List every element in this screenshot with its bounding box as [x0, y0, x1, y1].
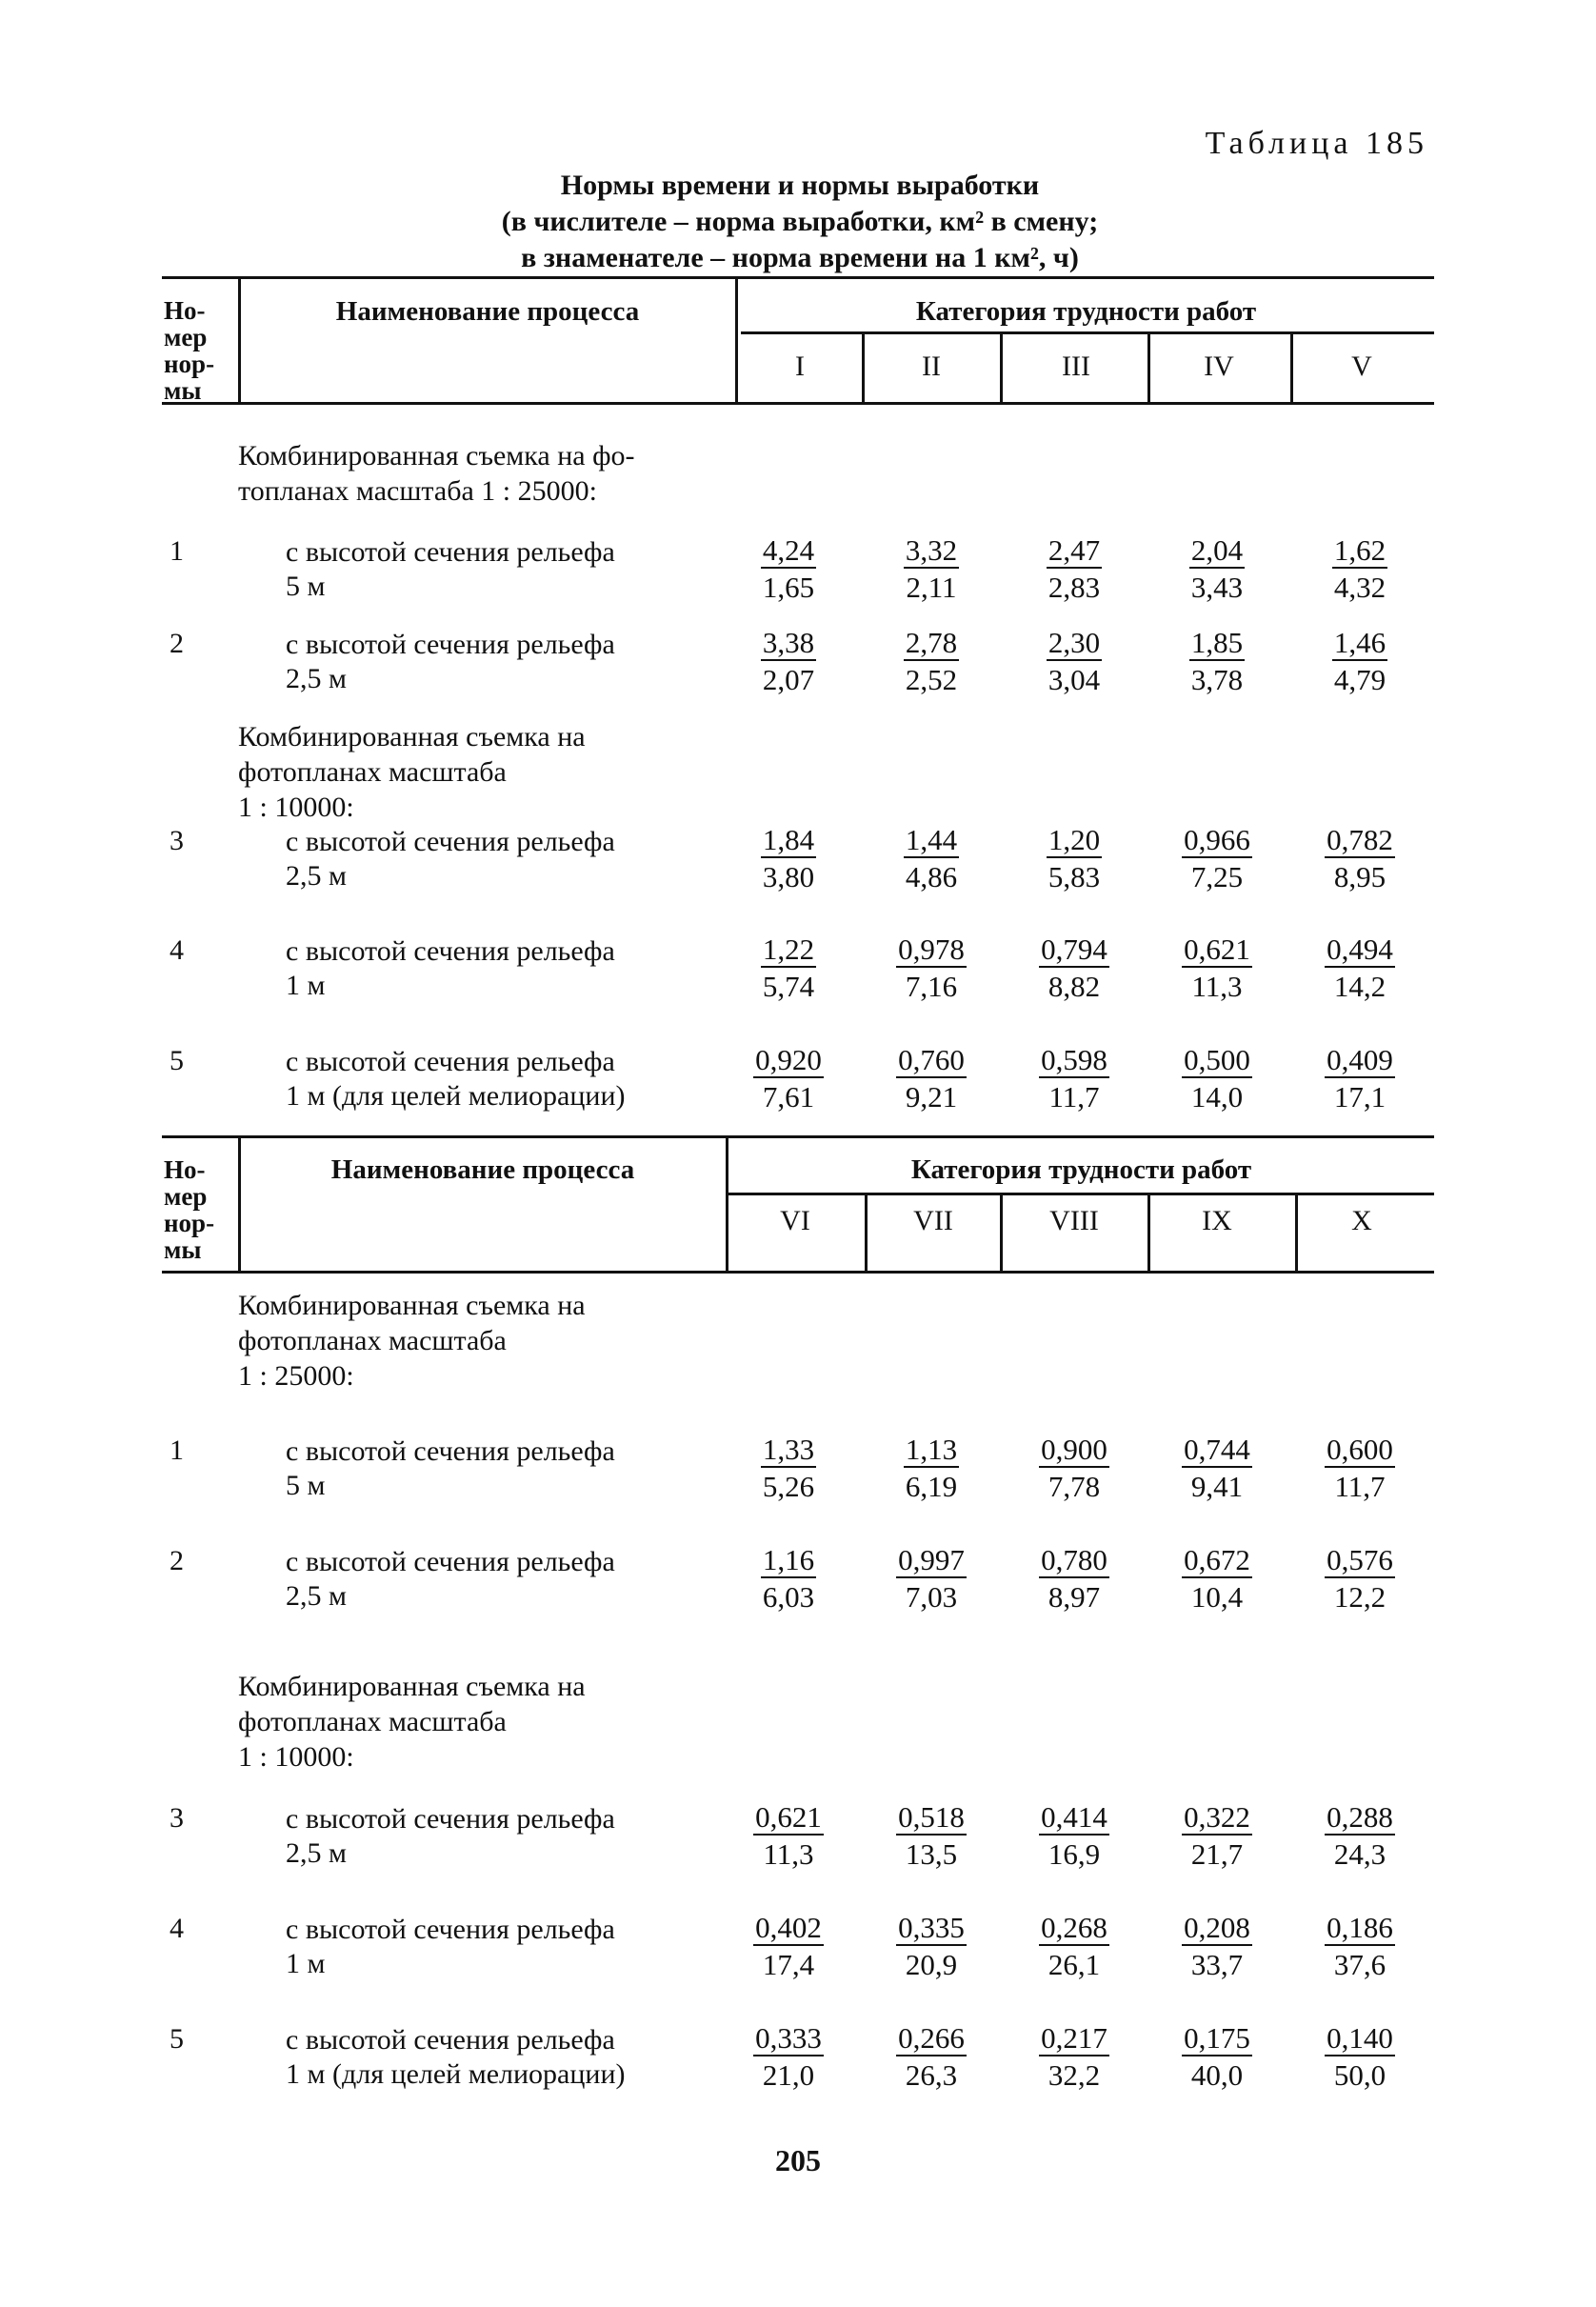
- value-cell: [1307, 1433, 1412, 1504]
- value-cell: [1022, 1043, 1127, 1114]
- time-norm: 40,0: [1190, 2058, 1244, 2092]
- time-norm: 14,0: [1190, 1080, 1244, 1113]
- time-norm: 14,2: [1333, 970, 1387, 1003]
- production-rate: 0,978: [898, 933, 965, 966]
- row-process-name: с высотой сечения рельефа 2,5 м: [286, 629, 615, 694]
- production-rate: 3,38: [762, 626, 815, 659]
- production-rate: 0,621: [1184, 933, 1250, 966]
- production-rate: 1,85: [1190, 626, 1244, 659]
- production-rate: 0,920: [755, 1043, 822, 1076]
- time-norm: 13,5: [905, 1837, 958, 1871]
- value-cell: [1165, 1800, 1269, 1872]
- value-cell: [879, 1911, 984, 1982]
- production-rate: 2,30: [1047, 626, 1101, 659]
- time-norm: 8,95: [1333, 860, 1387, 893]
- time-norm: 7,03: [905, 1580, 958, 1614]
- process-column-header: Наименование процесса: [330, 1154, 635, 1185]
- production-rate: 0,966: [1184, 823, 1250, 856]
- time-norm: 16,9: [1047, 1837, 1101, 1871]
- production-rate: 1,62: [1333, 533, 1387, 567]
- table-title-line3: в знаменателе – норма времени на 1 км², ч): [521, 242, 1079, 273]
- production-rate: 1,44: [905, 823, 958, 856]
- value-cell: [879, 1043, 984, 1114]
- production-rate: 0,335: [898, 1911, 965, 1944]
- time-norm: 8,82: [1047, 970, 1101, 1003]
- production-rate: 0,600: [1327, 1433, 1393, 1466]
- value-cell: [879, 2021, 984, 2093]
- row-number: 4: [170, 934, 184, 966]
- time-norm: 24,3: [1333, 1837, 1387, 1871]
- time-norm: 21,7: [1190, 1837, 1244, 1871]
- production-rate: 0,217: [1041, 2021, 1107, 2055]
- time-norm: 11,7: [1048, 1080, 1100, 1113]
- production-rate: 1,20: [1047, 823, 1101, 856]
- row-process-name: с высотой сечения рельефа 1 м (для целей мелиорации): [286, 1046, 626, 1112]
- production-rate: 0,598: [1041, 1043, 1107, 1076]
- production-rate: 0,494: [1327, 933, 1393, 966]
- number-column-header: Но- мер нор- мы: [164, 296, 215, 405]
- value-cell: [879, 1543, 984, 1615]
- value-cell: [1165, 1433, 1269, 1504]
- process-column-header: Наименование процесса: [335, 296, 640, 327]
- production-rate: 1,46: [1333, 626, 1387, 659]
- time-norm: 6,19: [905, 1470, 958, 1503]
- category-col-9: IX: [1202, 1205, 1232, 1236]
- production-rate: 2,04: [1190, 533, 1244, 567]
- production-rate: 0,322: [1184, 1800, 1250, 1834]
- production-rate: 3,32: [905, 533, 958, 567]
- production-rate: 0,518: [898, 1800, 965, 1834]
- value-cell: [1022, 823, 1127, 894]
- production-rate: 0,997: [898, 1543, 965, 1576]
- production-rate: 1,84: [762, 823, 815, 856]
- row-process-name: с высотой сечения рельефа 5 м: [286, 536, 615, 602]
- production-rate: 0,402: [755, 1911, 822, 1944]
- production-rate: 1,22: [762, 933, 815, 966]
- time-norm: 20,9: [905, 1948, 958, 1981]
- row-number: 3: [170, 825, 184, 856]
- time-norm: 3,43: [1190, 571, 1244, 604]
- time-norm: 3,80: [762, 860, 815, 893]
- value-cell: [1022, 1433, 1127, 1504]
- time-norm: 7,78: [1047, 1470, 1101, 1503]
- production-rate: 0,186: [1327, 1911, 1393, 1944]
- row-number: 3: [170, 1802, 184, 1834]
- production-rate: 1,16: [762, 1543, 815, 1576]
- time-norm: 5,83: [1047, 860, 1101, 893]
- value-cell: [1307, 1043, 1412, 1114]
- time-norm: 9,41: [1190, 1470, 1244, 1503]
- row-number: 1: [170, 535, 184, 567]
- value-cell: [1307, 1543, 1412, 1615]
- time-norm: 26,3: [905, 2058, 958, 2092]
- number-column-header: Но- мер нор- мы: [164, 1155, 215, 1264]
- value-cell: [1307, 1800, 1412, 1872]
- time-norm: 4,32: [1333, 571, 1387, 604]
- value-cell: [1165, 2021, 1269, 2093]
- time-norm: 3,04: [1047, 663, 1101, 696]
- production-rate: 0,900: [1041, 1433, 1107, 1466]
- value-cell: [736, 2021, 841, 2093]
- table-title-line2: (в числителе – норма выработки, км² в смену;: [501, 206, 1099, 237]
- value-cell: [1165, 1543, 1269, 1615]
- row-process-name: с высотой сечения рельефа 2,5 м: [286, 1546, 615, 1612]
- time-norm: 7,61: [762, 1080, 815, 1113]
- production-rate: 0,268: [1041, 1911, 1107, 1944]
- row-process-name: с высотой сечения рельефа 2,5 м: [286, 1803, 615, 1869]
- time-norm: 2,11: [906, 571, 957, 604]
- row-number: 4: [170, 1913, 184, 1944]
- value-cell: [736, 1433, 841, 1504]
- time-norm: 50,0: [1333, 2058, 1387, 2092]
- time-norm: 6,03: [762, 1580, 815, 1614]
- production-rate: 0,208: [1184, 1911, 1250, 1944]
- time-norm: 1,65: [762, 571, 815, 604]
- time-norm: 17,4: [762, 1948, 815, 1981]
- value-cell: [879, 933, 984, 1004]
- category-col-5: V: [1351, 351, 1372, 382]
- production-rate: 0,414: [1041, 1800, 1107, 1834]
- value-cell: [1165, 533, 1269, 605]
- row-number: 5: [170, 1045, 184, 1076]
- value-cell: [1165, 1043, 1269, 1114]
- category-col-3: III: [1062, 351, 1090, 382]
- time-norm: 2,52: [905, 663, 958, 696]
- time-norm: 3,78: [1190, 663, 1244, 696]
- production-rate: 0,782: [1327, 823, 1393, 856]
- category-header: Категория трудности работ: [910, 1154, 1252, 1185]
- value-cell: [1165, 823, 1269, 894]
- row-process-name: с высотой сечения рельефа 2,5 м: [286, 826, 615, 892]
- value-cell: [1307, 533, 1412, 605]
- row-process-name: с высотой сечения рельефа 5 м: [286, 1435, 615, 1501]
- value-cell: [1022, 2021, 1127, 2093]
- production-rate: 0,794: [1041, 933, 1107, 966]
- category-col-4: IV: [1204, 351, 1234, 382]
- value-cell: [1165, 1911, 1269, 1982]
- time-norm: 5,26: [762, 1470, 815, 1503]
- value-cell: [736, 823, 841, 894]
- time-norm: 32,2: [1047, 2058, 1101, 2092]
- row-number: 5: [170, 2023, 184, 2055]
- value-cell: [1022, 533, 1127, 605]
- row-process-name: с высотой сечения рельефа 1 м (для целей мелиорации): [286, 2024, 626, 2090]
- category-col-8: VIII: [1049, 1205, 1099, 1236]
- value-cell: [879, 823, 984, 894]
- value-cell: [1307, 933, 1412, 1004]
- production-rate: 0,744: [1184, 1433, 1250, 1466]
- value-cell: [1022, 1543, 1127, 1615]
- value-cell: [1165, 626, 1269, 697]
- time-norm: 9,21: [905, 1080, 958, 1113]
- production-rate: 0,500: [1184, 1043, 1250, 1076]
- value-cell: [1165, 933, 1269, 1004]
- time-norm: 7,16: [905, 970, 958, 1003]
- row-number: 2: [170, 1545, 184, 1576]
- time-norm: 11,7: [1334, 1470, 1386, 1503]
- row-process-name: с высотой сечения рельефа 1 м: [286, 935, 615, 1001]
- table-title-line1: Нормы времени и нормы выработки: [560, 170, 1040, 201]
- time-norm: 12,2: [1333, 1580, 1387, 1614]
- production-rate: 0,409: [1327, 1043, 1393, 1076]
- value-cell: [736, 533, 841, 605]
- production-rate: 0,140: [1327, 2021, 1393, 2055]
- category-col-7: VII: [913, 1205, 953, 1236]
- category-col-2: II: [922, 351, 941, 382]
- value-cell: [736, 933, 841, 1004]
- category-header: Категория трудности работ: [915, 296, 1257, 327]
- page-number: 205: [775, 2143, 821, 2177]
- category-col-1: I: [795, 351, 805, 382]
- section-title: Комбинированная съемка на фотопланах масштаба 1 : 10000:: [238, 1671, 586, 1773]
- section-title: Комбинированная съемка на фо- топланах масштаба 1 : 25000:: [238, 440, 635, 507]
- production-rate: 1,13: [905, 1433, 958, 1466]
- value-cell: [1022, 933, 1127, 1004]
- production-rate: 2,47: [1047, 533, 1101, 567]
- production-rate: 1,33: [762, 1433, 815, 1466]
- value-cell: [879, 626, 984, 697]
- value-cell: [736, 1800, 841, 1872]
- production-rate: 0,333: [755, 2021, 822, 2055]
- time-norm: 8,97: [1047, 1580, 1101, 1614]
- value-cell: [1022, 1800, 1127, 1872]
- value-cell: [1307, 626, 1412, 697]
- value-cell: [736, 1543, 841, 1615]
- value-cell: [1022, 1911, 1127, 1982]
- value-cell: [879, 1433, 984, 1504]
- time-norm: 4,86: [905, 860, 958, 893]
- production-rate: 0,266: [898, 2021, 965, 2055]
- category-col-6: VI: [780, 1205, 810, 1236]
- time-norm: 5,74: [762, 970, 815, 1003]
- production-rate: 0,576: [1327, 1543, 1393, 1576]
- section-title: Комбинированная съемка на фотопланах масштаба 1 : 25000:: [238, 1290, 586, 1392]
- value-cell: [879, 533, 984, 605]
- time-norm: 21,0: [762, 2058, 815, 2092]
- time-norm: 4,79: [1333, 663, 1387, 696]
- time-norm: 37,6: [1333, 1948, 1387, 1981]
- table-number: Таблица 185: [1205, 126, 1428, 161]
- time-norm: 10,4: [1190, 1580, 1244, 1614]
- value-cell: [879, 1800, 984, 1872]
- row-number: 1: [170, 1434, 184, 1466]
- production-rate: 4,24: [762, 533, 815, 567]
- value-cell: [736, 626, 841, 697]
- value-cell: [1307, 2021, 1412, 2093]
- value-cell: [1022, 626, 1127, 697]
- production-rate: 0,175: [1184, 2021, 1250, 2055]
- time-norm: 7,25: [1190, 860, 1244, 893]
- production-rate: 0,288: [1327, 1800, 1393, 1834]
- production-rate: 0,672: [1184, 1543, 1250, 1576]
- production-rate: 0,760: [898, 1043, 965, 1076]
- value-cell: [736, 1043, 841, 1114]
- category-col-10: X: [1351, 1205, 1372, 1236]
- time-norm: 2,07: [762, 663, 815, 696]
- time-norm: 33,7: [1190, 1948, 1244, 1981]
- production-rate: 2,78: [905, 626, 958, 659]
- production-rate: 0,780: [1041, 1543, 1107, 1576]
- value-cell: [1307, 823, 1412, 894]
- time-norm: 17,1: [1333, 1080, 1387, 1113]
- row-process-name: с высотой сечения рельефа 1 м: [286, 1914, 615, 1979]
- time-norm: 26,1: [1047, 1948, 1101, 1981]
- value-cell: [1307, 1911, 1412, 1982]
- value-cell: [736, 1911, 841, 1982]
- section-title: Комбинированная съемка на фотопланах масштаба 1 : 10000:: [238, 721, 586, 823]
- time-norm: 2,83: [1047, 571, 1101, 604]
- time-norm: 11,3: [763, 1837, 814, 1871]
- row-number: 2: [170, 628, 184, 659]
- time-norm: 11,3: [1191, 970, 1243, 1003]
- production-rate: 0,621: [755, 1800, 822, 1834]
